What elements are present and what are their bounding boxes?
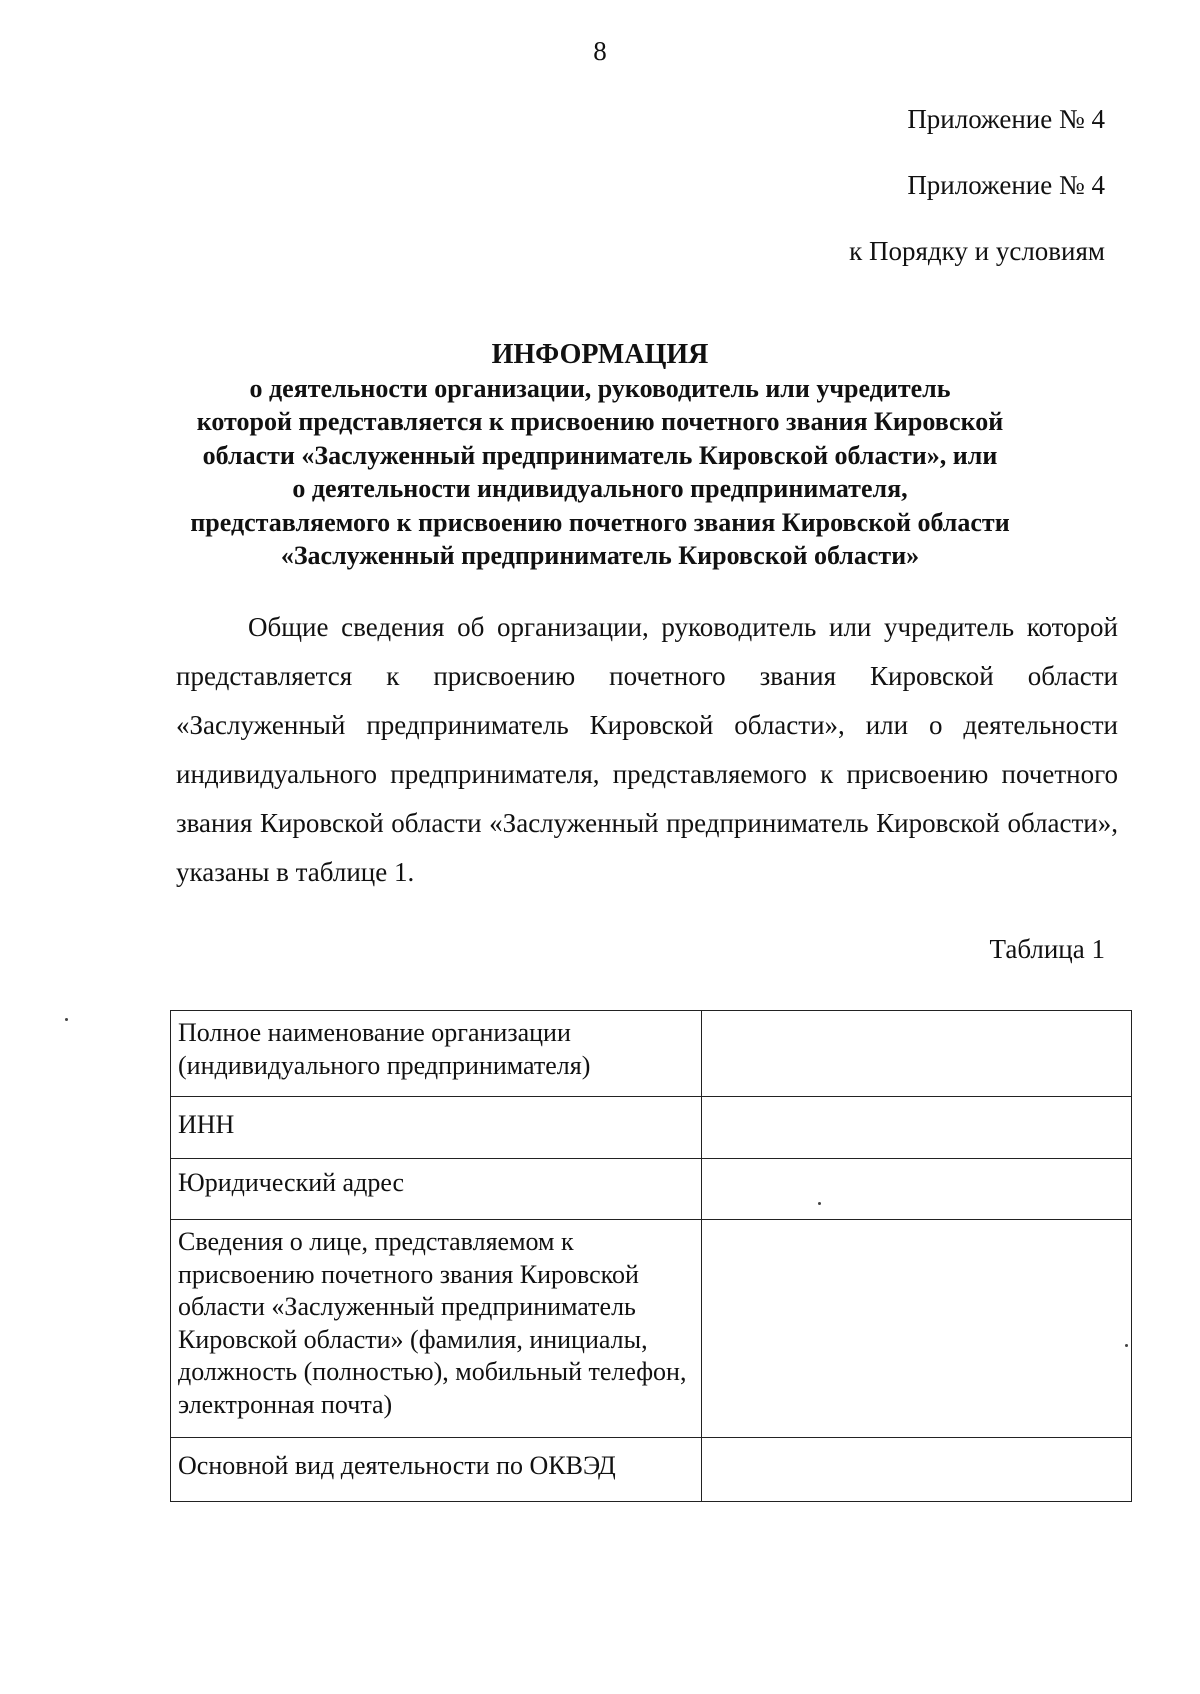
- table-row: [171, 1159, 1132, 1220]
- title-line: которой представляется к присвоению почетного звания Кировской: [196, 407, 1004, 436]
- row-label-legal-address: Юридический адрес: [171, 1159, 702, 1220]
- row-value-full-name: [702, 1011, 1132, 1097]
- appendix-label-repeat: Приложение № 4: [907, 170, 1105, 200]
- row-label-full-name: Полное наименование организации (индивидуального предпринимателя): [171, 1011, 702, 1097]
- row-label-okved: Основной вид деятельности по ОКВЭД: [171, 1438, 702, 1502]
- row-value-inn: [702, 1097, 1132, 1159]
- scan-speck: [1125, 1344, 1128, 1347]
- document-title: [150, 338, 1050, 573]
- row-value-nominee-info: [702, 1220, 1132, 1438]
- title-heading: ИНФОРМАЦИЯ: [491, 339, 709, 370]
- table-row: [171, 1438, 1132, 1502]
- title-line: представляемого к присвоению почетного звания Кировской области: [190, 507, 1010, 537]
- row-value-okved: [702, 1438, 1132, 1502]
- table-row: [171, 1220, 1132, 1438]
- table-row: [171, 1097, 1132, 1159]
- row-label-inn: ИНН: [171, 1097, 702, 1159]
- title-line: о деятельности индивидуального предпринимателя,: [292, 474, 908, 503]
- info-table: [170, 1010, 1132, 1502]
- intro-paragraph: Общие сведения об организации, руководитель или учредитель которой представляется к присвоению почетного звания Кировской области «Заслуженный предприниматель Кировской области», или о деятельности индивидуального предпринимателя, представляемого к присвоению почетного звания Кировской области «Заслуженный предприниматель Кировской области», указаны в таблице 1.: [176, 612, 1118, 887]
- title-line: «Заслуженный предприниматель Кировской области»: [280, 541, 920, 570]
- title-line: области «Заслуженный предприниматель Кировской области», или: [202, 440, 998, 470]
- table-row: [171, 1011, 1132, 1097]
- appendix-label: Приложение № 4: [907, 104, 1105, 134]
- page-number: 8: [593, 36, 607, 66]
- row-label-nominee-info: Сведения о лице, представляемом к присвоению почетного звания Кировской области «Заслуженный предприниматель Кировской области» (фамилия, инициалы, должность (полностью), мобильный телефон, электронная почта): [171, 1220, 702, 1438]
- title-line: о деятельности организации, руководитель или учредитель: [249, 373, 951, 403]
- scan-speck: [65, 1018, 68, 1021]
- row-value-legal-address: [702, 1159, 1132, 1220]
- scan-speck: [818, 1202, 821, 1205]
- appendix-reference: к Порядку и условиям: [849, 236, 1105, 266]
- table-caption: Таблица 1: [989, 934, 1105, 964]
